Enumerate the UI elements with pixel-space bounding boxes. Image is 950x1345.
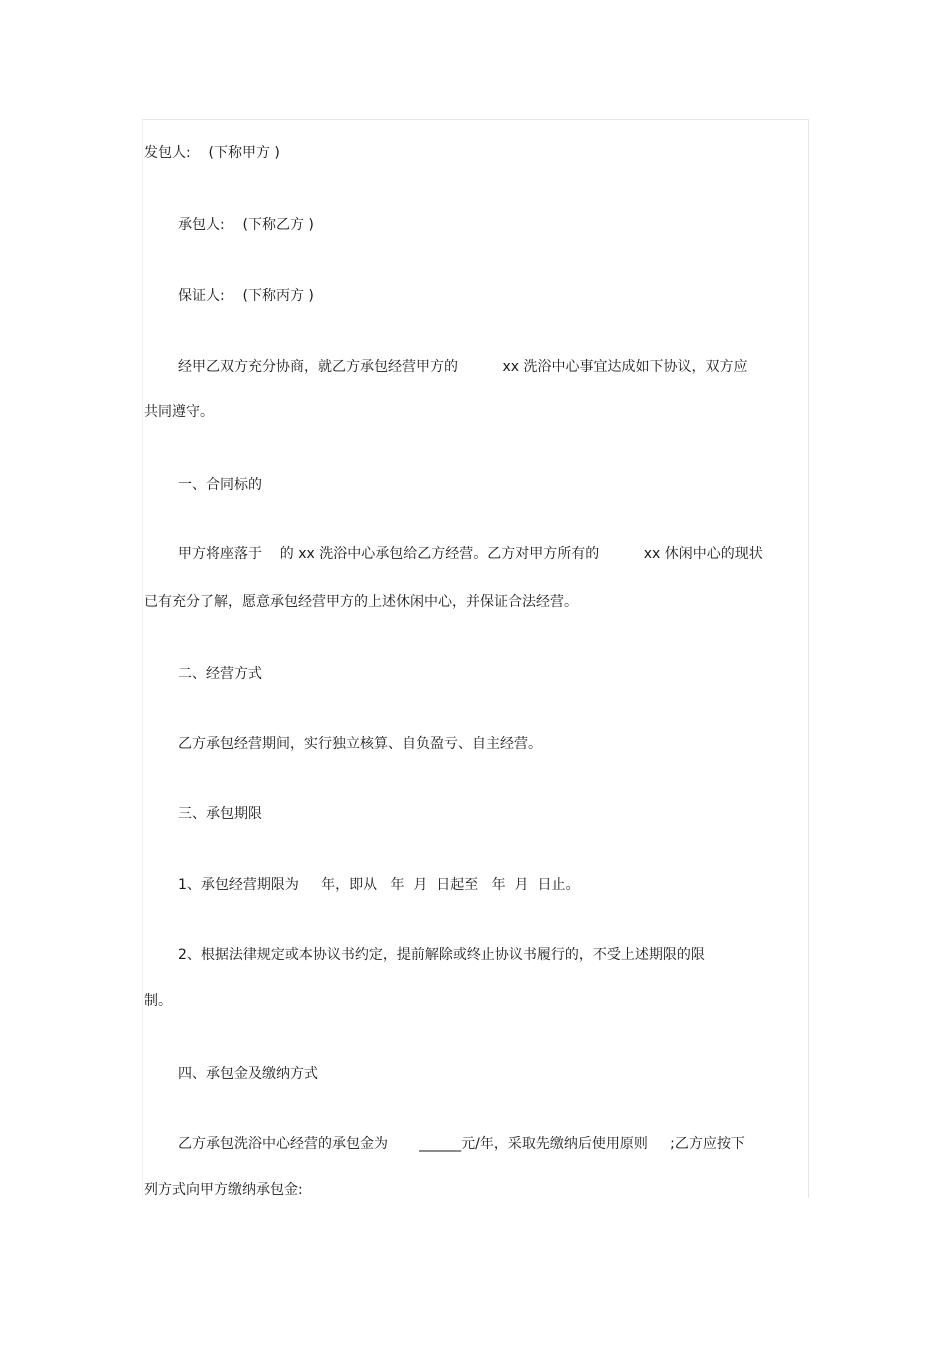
section-2-heading: 二、经营方式 (178, 666, 262, 682)
intro-paragraph-line-2: 共同遵守。 (144, 404, 214, 420)
page-border (142, 119, 809, 1198)
section-3-item-2-line-2: 制。 (144, 993, 172, 1009)
section-2-paragraph: 乙方承包经营期间，实行独立核算、自负盈亏、自主经营。 (178, 736, 542, 752)
party-b-line: 承包人: (下称乙方 ) (178, 217, 314, 233)
section-1-paragraph-line-2: 已有充分了解，愿意承包经营甲方的上述休闲中心，并保证合法经营。 (144, 594, 578, 610)
section-1-heading: 一、合同标的 (178, 477, 262, 493)
section-1-paragraph-line-1: 甲方将座落于 的 xx 洗浴中心承包给乙方经营。乙方对甲方所有的 xx 休闲中心的现状 (178, 546, 763, 562)
guarantor-line: 保证人: (下称丙方 ) (178, 288, 314, 304)
section-3-heading: 三、承包期限 (178, 806, 262, 822)
section-4-heading: 四、承包金及缴纳方式 (178, 1066, 318, 1082)
party-a-line: 发包人: (下称甲方 ) (144, 145, 280, 161)
section-3-item-2-line-1: 2、根据法律规定或本协议书约定，提前解除或终止协议书履行的，不受上述期限的限 (178, 947, 705, 963)
intro-paragraph-line-1: 经甲乙双方充分协商，就乙方承包经营甲方的 xx 洗浴中心事宜达成如下协议，双方应 (178, 359, 748, 375)
section-3-item-1: 1、承包经营期限为 年，即从 年 月 日起至 年 月 日止。 (178, 877, 580, 893)
section-4-paragraph-line-1: 乙方承包洗浴中心经营的承包金为 ______元/年，采取先缴纳后使用原则 ;乙方应按下 (178, 1136, 745, 1152)
section-4-paragraph-line-2: 列方式向甲方缴纳承包金: (144, 1182, 303, 1198)
